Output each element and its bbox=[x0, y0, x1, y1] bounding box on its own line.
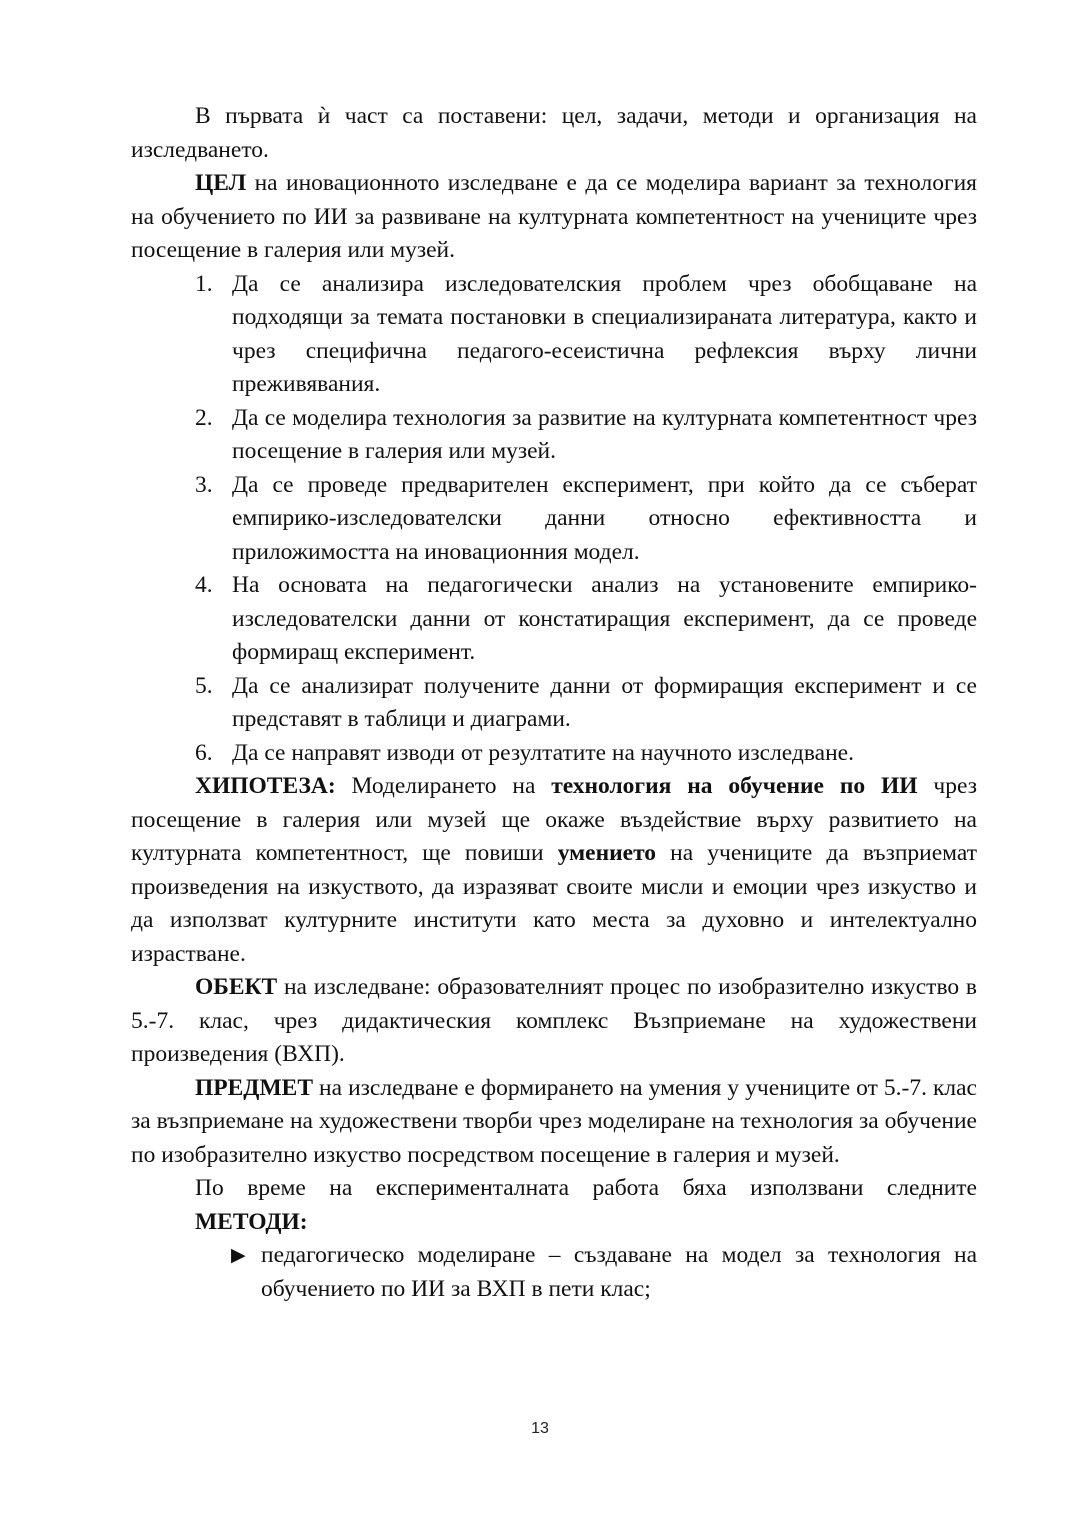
list-item-number: 6. bbox=[195, 739, 213, 766]
hypothesis-emphasis-2: умението bbox=[557, 840, 657, 866]
list-item-number: 3. bbox=[195, 471, 213, 498]
list-item-text: педагогическо моделиране – създаване на модел за технология на обучението по ИИ за ВХП в пети клас; bbox=[261, 1242, 977, 1302]
goal-text: на иновационното изследване е да се моделира вариант за технология на обучението по ИИ за развиване на културната компетентност на учениците чрез посещение в галерия или музей. bbox=[131, 170, 977, 263]
list-item-text: Да се анализира изследователския проблем чрез обобщаване на подходящи за темата постановки в специализираната литература, както и чрез специфична педагого-есеистична рефлексия върху лични преживявания. bbox=[232, 270, 977, 397]
list-item bbox=[195, 569, 977, 670]
object-label: ОБЕКТ bbox=[195, 974, 278, 1000]
list-item bbox=[195, 469, 977, 570]
document-body bbox=[131, 100, 977, 1306]
goal-label: ЦЕЛ bbox=[195, 170, 247, 196]
list-item bbox=[195, 670, 977, 737]
subject-text: на изследване е формирането на умения у учениците от 5.-7. клас за възприемане на художествени творби чрез моделиране на технология за обучение по изобразително изкуство посредством посещение в галерия и музей. bbox=[131, 1074, 977, 1168]
list-item-number: 5. bbox=[195, 672, 213, 699]
list-item bbox=[195, 737, 977, 771]
methods-list bbox=[131, 1239, 977, 1306]
list-item bbox=[195, 402, 977, 469]
subject-paragraph bbox=[131, 1072, 977, 1173]
hypothesis-emphasis-1: технология на обучение по ИИ bbox=[551, 773, 918, 799]
page-number: 13 bbox=[531, 1420, 549, 1437]
list-item-text: Да се проведе предварителен експеримент, при който да се съберат емпирико-изследователски данни относно ефективността и приложимостта на иновационния модел. bbox=[232, 471, 977, 565]
hypothesis-text-2: чрез посещение в галерия или музей ще окаже въздействие върху развитието на културната компетентност, ще повиши bbox=[131, 773, 977, 866]
triangle-bullet-icon: ▶ bbox=[231, 1244, 246, 1266]
object-paragraph bbox=[131, 971, 977, 1072]
hypothesis-text-1: Моделирането на bbox=[335, 773, 552, 799]
list-item bbox=[231, 1239, 977, 1306]
tasks-list bbox=[131, 268, 977, 771]
list-item-text: На основата на педагогически анализ на установените емпирико-изследователски данни от констатиращия експеримент, да се проведе формиращ експеримент. bbox=[232, 572, 977, 665]
methods-heading: МЕТОДИ: bbox=[195, 1208, 308, 1235]
list-item-text: Да се моделира технология за развитие на културната компетентност чрез посещение в галерия или музей. bbox=[232, 404, 977, 464]
hypothesis-label: ХИПОТЕЗА: bbox=[195, 773, 336, 799]
list-item-number: 1. bbox=[195, 270, 213, 297]
goal-paragraph bbox=[131, 167, 977, 268]
methods-intro: По време на експерименталната работа бяха използвани следните bbox=[195, 1175, 977, 1201]
list-item-text: Да се направят изводи от резултатите на научното изследване. bbox=[232, 739, 854, 766]
list-item-text: Да се анализират получените данни от формиращия експеримент и се представят в таблици и диаграми. bbox=[232, 672, 977, 732]
object-text: на изследване: образователният процес по изобразително изкуство в 5.-7. клас, чрез дидактическия комплекс Възприемане на художествени произведения (ВХП). bbox=[131, 974, 977, 1067]
list-item-number: 4. bbox=[195, 572, 213, 598]
hypothesis-text-3: на учениците да възприемат произведения на изкуството, да изразяват своите мисли и емоции чрез изкуство и да използват културните институти като места за духовно и интелектуално израстване. bbox=[131, 840, 977, 967]
list-item bbox=[195, 268, 977, 402]
intro-paragraph: В първата ѝ част са поставени: цел, задачи, методи и организация на изследването. bbox=[131, 103, 977, 163]
hypothesis-paragraph bbox=[131, 770, 977, 971]
subject-label: ПРЕДМЕТ bbox=[195, 1074, 314, 1101]
list-item-number: 2. bbox=[195, 404, 213, 431]
